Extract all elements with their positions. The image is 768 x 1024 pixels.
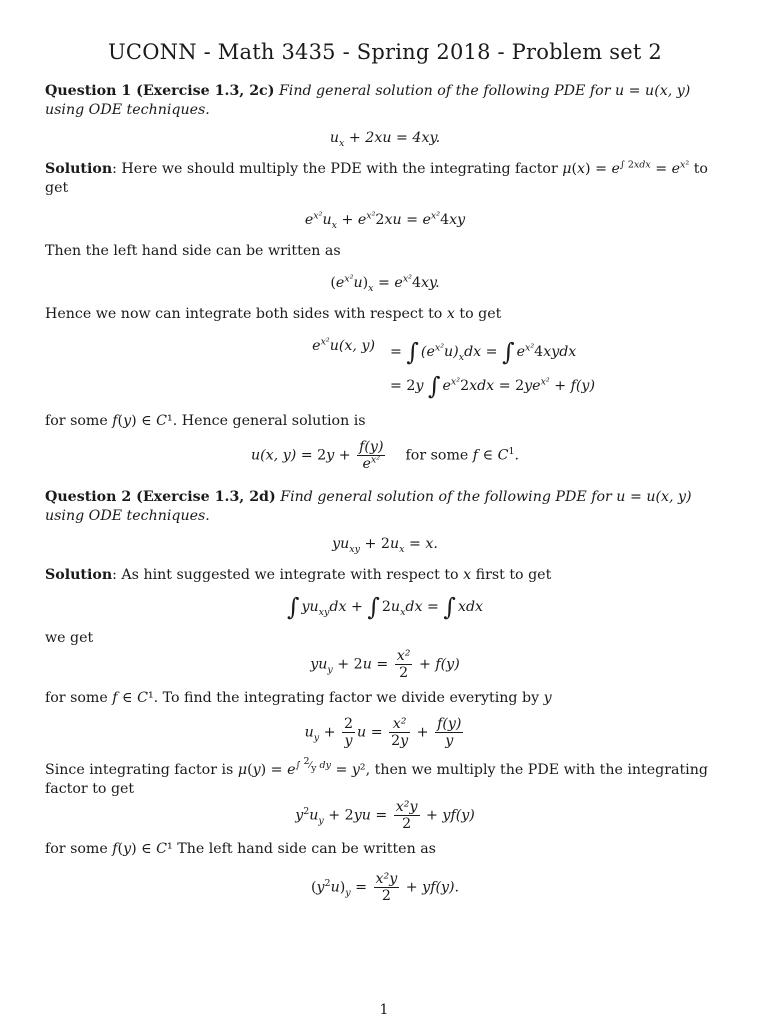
q1-text-2: Then the left hand side can be written as <box>45 243 341 259</box>
document-title: UCONN - Math 3435 - Spring 2018 - Problem set 2 <box>108 40 662 64</box>
question-2 <box>45 488 725 526</box>
q2-equation-2: ∫ $yu_{xy}dx$ + ∫ $2u_xdx$ = ∫ xdx <box>286 593 484 621</box>
q1-equation-3: $(e^{x^2}u)_x = e^{x^2}4xy$. <box>330 273 440 294</box>
question-2-label: Question 2 (Exercise 1.3, 2d) <box>45 489 276 505</box>
q2-equation-4: $u_y$ + $\frac{2}{y}$ u = $\frac{\text{x²}}{2y}$ + $\frac{f(y)}{y}$ <box>304 716 462 749</box>
question-1-prompt: Find general solution of the following PDE for u = u(x, y) using ODE techniques. <box>45 83 691 118</box>
document-page <box>45 40 725 904</box>
q1-solution-label: Solution <box>45 161 113 177</box>
q2-equation-6: $(y^2u)_y$ = $\frac{\text{x²y}}{2}$ + yf(y). <box>310 871 460 904</box>
q1-solution-intro: Solution: Here we should multiply the PDE with the integrating factor $\mu(x) = e^{\int 2xdx} = e^{x^2}$ to get <box>45 159 708 196</box>
q2-text-2: we get <box>45 630 94 646</box>
q1-equation-4a: $e^{x^2}u(x$, y) = ∫ $(e^{x^2}u)_xdx$ = ∫ $e^{x^2}4xydx$ <box>312 336 577 366</box>
q1-text-4: for some f(y) ∈ C¹. Hence general solution is <box>45 413 366 429</box>
q1-equation-5: u(x, y) = 2y + $\frac{f(y)}{e^{x^2}}$ for some f ∈ $C^1$. <box>251 439 519 472</box>
q2-text-4: Since integrating factor is $\mu(y) = e^{\int ^2⁄_y dy} = y^2$, then we multiply the PDE with the integrating factor to get <box>45 756 708 797</box>
page-number: 1 <box>379 1002 389 1018</box>
q2-solution-intro: Solution: As hint suggested we integrate with respect to x first to get <box>45 567 552 583</box>
q1-equation-pde: $u_x + 2xu = 4xy$. <box>329 130 441 149</box>
question-2-prompt: Find general solution of the following PDE for u = u(x, y) using ODE techniques. <box>45 489 692 524</box>
q2-text-3: for some f ∈ C¹. To find the integrating factor we divide everyting by y <box>45 690 552 706</box>
q1-equation-2: $e^{x^2}u_x + e^{x^2}2xu = e^{x^2}4xy$ <box>304 210 466 231</box>
question-1-label: Question 1 (Exercise 1.3, 2c) <box>45 83 275 99</box>
q2-text-5: for some f(y) ∈ C¹ The left hand side can be written as <box>45 841 436 857</box>
question-1 <box>45 82 725 120</box>
q1-text-3: Hence we now can integrate both sides with respect to x to get <box>45 306 502 322</box>
q2-equation-pde: $yu_{xy} + 2u_x = x$. <box>332 536 438 555</box>
q1-equation-4b: = 2y ∫ $e^{x^2}2xdx = 2ye^{x^2} + f(y)$ <box>390 372 595 400</box>
q2-equation-5: $y^2u_y + 2yu$ = $\frac{\text{x²y}}{2}$ + yf(y) <box>295 799 475 832</box>
q2-solution-label: Solution <box>45 567 113 583</box>
q2-equation-3: $yu_y + 2u$ = $\frac{\text{x²}}{2}$ + f(y) <box>310 648 460 681</box>
